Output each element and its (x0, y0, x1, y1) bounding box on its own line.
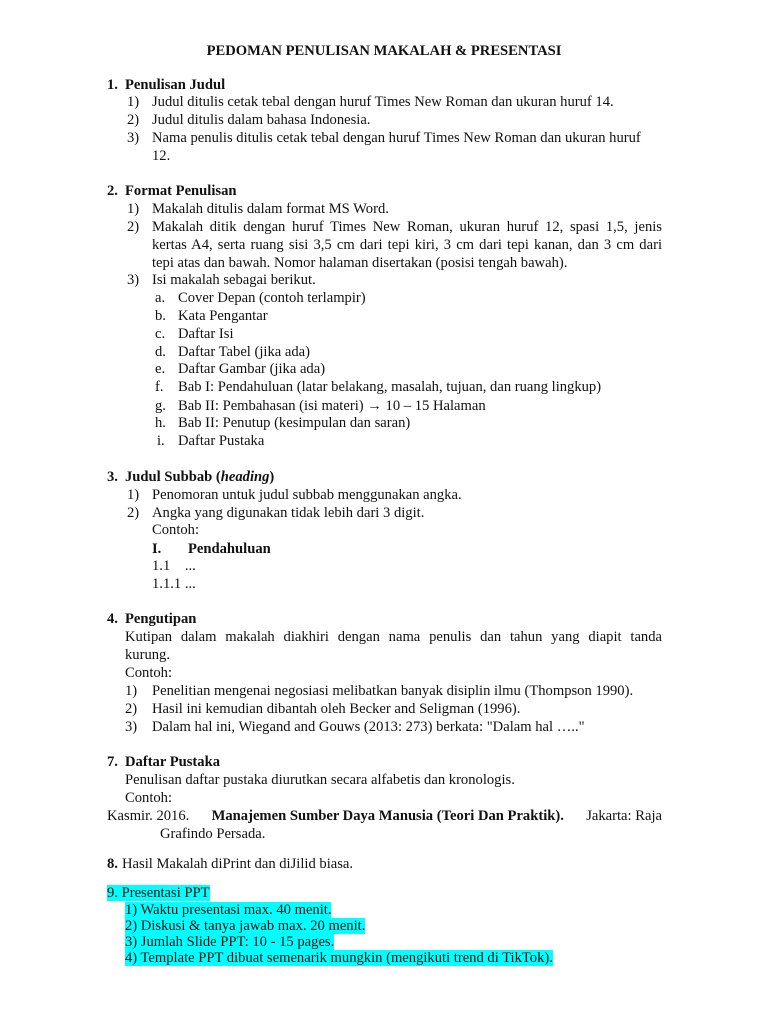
list-item-continuation: tepi atas dan bawah. Nomor halaman disertakan (posisi tengah bawah). (152, 255, 568, 271)
section-7-number: 7. (107, 754, 118, 770)
list-item-continuation: 12. (152, 148, 171, 164)
section-4-number: 4. (107, 611, 118, 627)
sublist-item: Daftar Pustaka (178, 433, 265, 449)
list-number: 2) (127, 112, 140, 128)
list-item: Makalah ditik dengan huruf Times New Roman, ukuran huruf 12, spasi 1,5, jenis (152, 219, 662, 235)
list-item: 2) Diskusi & tanya jawab max. 20 menit. (125, 918, 366, 934)
section-1-number: 1. (107, 77, 118, 93)
reference-entry (107, 807, 662, 825)
sublist-item-text: Bab II: Pembahasan (isi materi) (178, 398, 364, 414)
list-item: Dalam hal ini, Wiegand and Gouws (2013: 273) berkata: "Dalam hal ….." (152, 719, 585, 735)
sublist-item (178, 397, 486, 415)
sublist-letter: g. (155, 398, 166, 414)
sublist-letter: a. (155, 290, 166, 306)
section-7-heading: Daftar Pustaka (125, 754, 220, 770)
sublist-item: Kata Pengantar (178, 308, 268, 324)
list-number: 3) (127, 272, 140, 288)
example-heading: Pendahuluan (188, 541, 271, 557)
list-item: Isi makalah sebagai berikut. (152, 272, 316, 288)
list-number: 1) (125, 683, 138, 699)
sublist-item-text: 10 – 15 Halaman (385, 398, 486, 414)
section-2-heading: Format Penulisan (125, 183, 237, 199)
sublist-item: Daftar Gambar (jika ada) (178, 361, 326, 377)
list-number: 2) (125, 701, 138, 717)
list-number: 1) (127, 201, 140, 217)
reference-continuation: Grafindo Persada. (160, 826, 266, 842)
list-item: Judul ditulis dalam bahasa Indonesia. (152, 112, 371, 128)
heading-text: ) (269, 469, 275, 485)
sublist-letter: e. (155, 361, 166, 377)
sublist-item: Bab I: Pendahuluan (latar belakang, masalah, tujuan, dan ruang lingkup) (178, 379, 602, 395)
sublist-item: Cover Depan (contoh terlampir) (178, 290, 366, 306)
list-number: 1) (127, 487, 140, 503)
reference-author: Kasmir. 2016. (107, 808, 190, 824)
list-item: Hasil ini kemudian dibantah oleh Becker and Seligman (1996). (152, 701, 521, 717)
sublist-item: Bab II: Penutup (kesimpulan dan saran) (178, 415, 411, 431)
list-item: 4) Template PPT dibuat semenarik mungkin (mengikuti trend di TikTok). (125, 950, 553, 966)
example-subsubheading: 1.1.1 ... (152, 576, 196, 592)
paragraph: Kutipan dalam makalah diakhiri dengan nama penulis dan tahun yang diapit tanda (125, 629, 662, 645)
sublist-item: Daftar Tabel (jika ada) (178, 344, 311, 360)
sublist-letter: d. (155, 344, 166, 360)
reference-title: Manajemen Sumber Daya Manusia (Teori Dan Praktik). (211, 808, 564, 824)
list-item-continuation: kertas A4, serta ruang sisi 3,5 cm dari tepi kiri, 3 cm dari tepi kanan, dan 3 cm dari (152, 237, 662, 253)
example-number: I. (152, 541, 162, 557)
heading-text: Judul Subbab ( (125, 469, 221, 485)
list-item: Penelitian mengenai negosiasi melibatkan banyak disiplin ilmu (Thompson 1990). (152, 683, 634, 699)
section-1-heading: Penulisan Judul (125, 77, 226, 93)
sublist-item: Daftar Isi (178, 326, 234, 342)
sublist-letter: c. (155, 326, 166, 342)
section-4-heading: Pengutipan (125, 611, 197, 627)
list-number: 2) (127, 505, 140, 521)
section-9-heading: 9. Presentasi PPT (107, 885, 210, 901)
list-item: Nama penulis ditulis cetak tebal dengan huruf Times New Roman dan ukuran huruf (152, 130, 641, 146)
section-8-number: 8. (107, 856, 118, 872)
sublist-letter: h. (155, 415, 166, 431)
sublist-letter: f. (155, 379, 164, 395)
example-label: Contoh: (125, 790, 173, 806)
section-8-text: Hasil Makalah diPrint dan diJilid biasa. (122, 856, 354, 872)
list-number: 3) (125, 719, 138, 735)
list-number: 2) (127, 219, 140, 235)
heading-emphasis: heading (220, 469, 270, 485)
example-subheading: 1.1 ... (152, 558, 196, 574)
list-number: 1) (127, 94, 140, 110)
example-label: Contoh: (152, 522, 200, 538)
arrow-right-icon: → (367, 398, 382, 414)
list-item: Judul ditulis cetak tebal dengan huruf Times New Roman dan ukuran huruf 14. (152, 94, 614, 110)
sublist-letter: i. (157, 433, 165, 449)
section-2-number: 2. (107, 183, 118, 199)
example-label: Contoh: (125, 665, 173, 681)
section-3-number: 3. (107, 469, 118, 485)
list-number: 3) (127, 130, 140, 146)
paragraph: Penulisan daftar pustaka diurutkan secara alfabetis dan kronologis. (125, 772, 515, 788)
paragraph-continuation: kurung. (125, 647, 170, 663)
list-item: 1) Waktu presentasi max. 40 menit. (125, 902, 332, 918)
sublist-letter: b. (155, 308, 166, 324)
page-title: PEDOMAN PENULISAN MAKALAH & PRESENTASI (206, 43, 562, 59)
list-item: Penomoran untuk judul subbab menggunakan angka. (152, 487, 462, 503)
list-item: 3) Jumlah Slide PPT: 10 - 15 pages. (125, 934, 335, 950)
reference-publisher: Jakarta: Raja (586, 808, 662, 824)
section-3-heading (125, 468, 274, 486)
list-item: Makalah ditulis dalam format MS Word. (152, 201, 389, 217)
list-item: Angka yang digunakan tidak lebih dari 3 digit. (152, 505, 425, 521)
